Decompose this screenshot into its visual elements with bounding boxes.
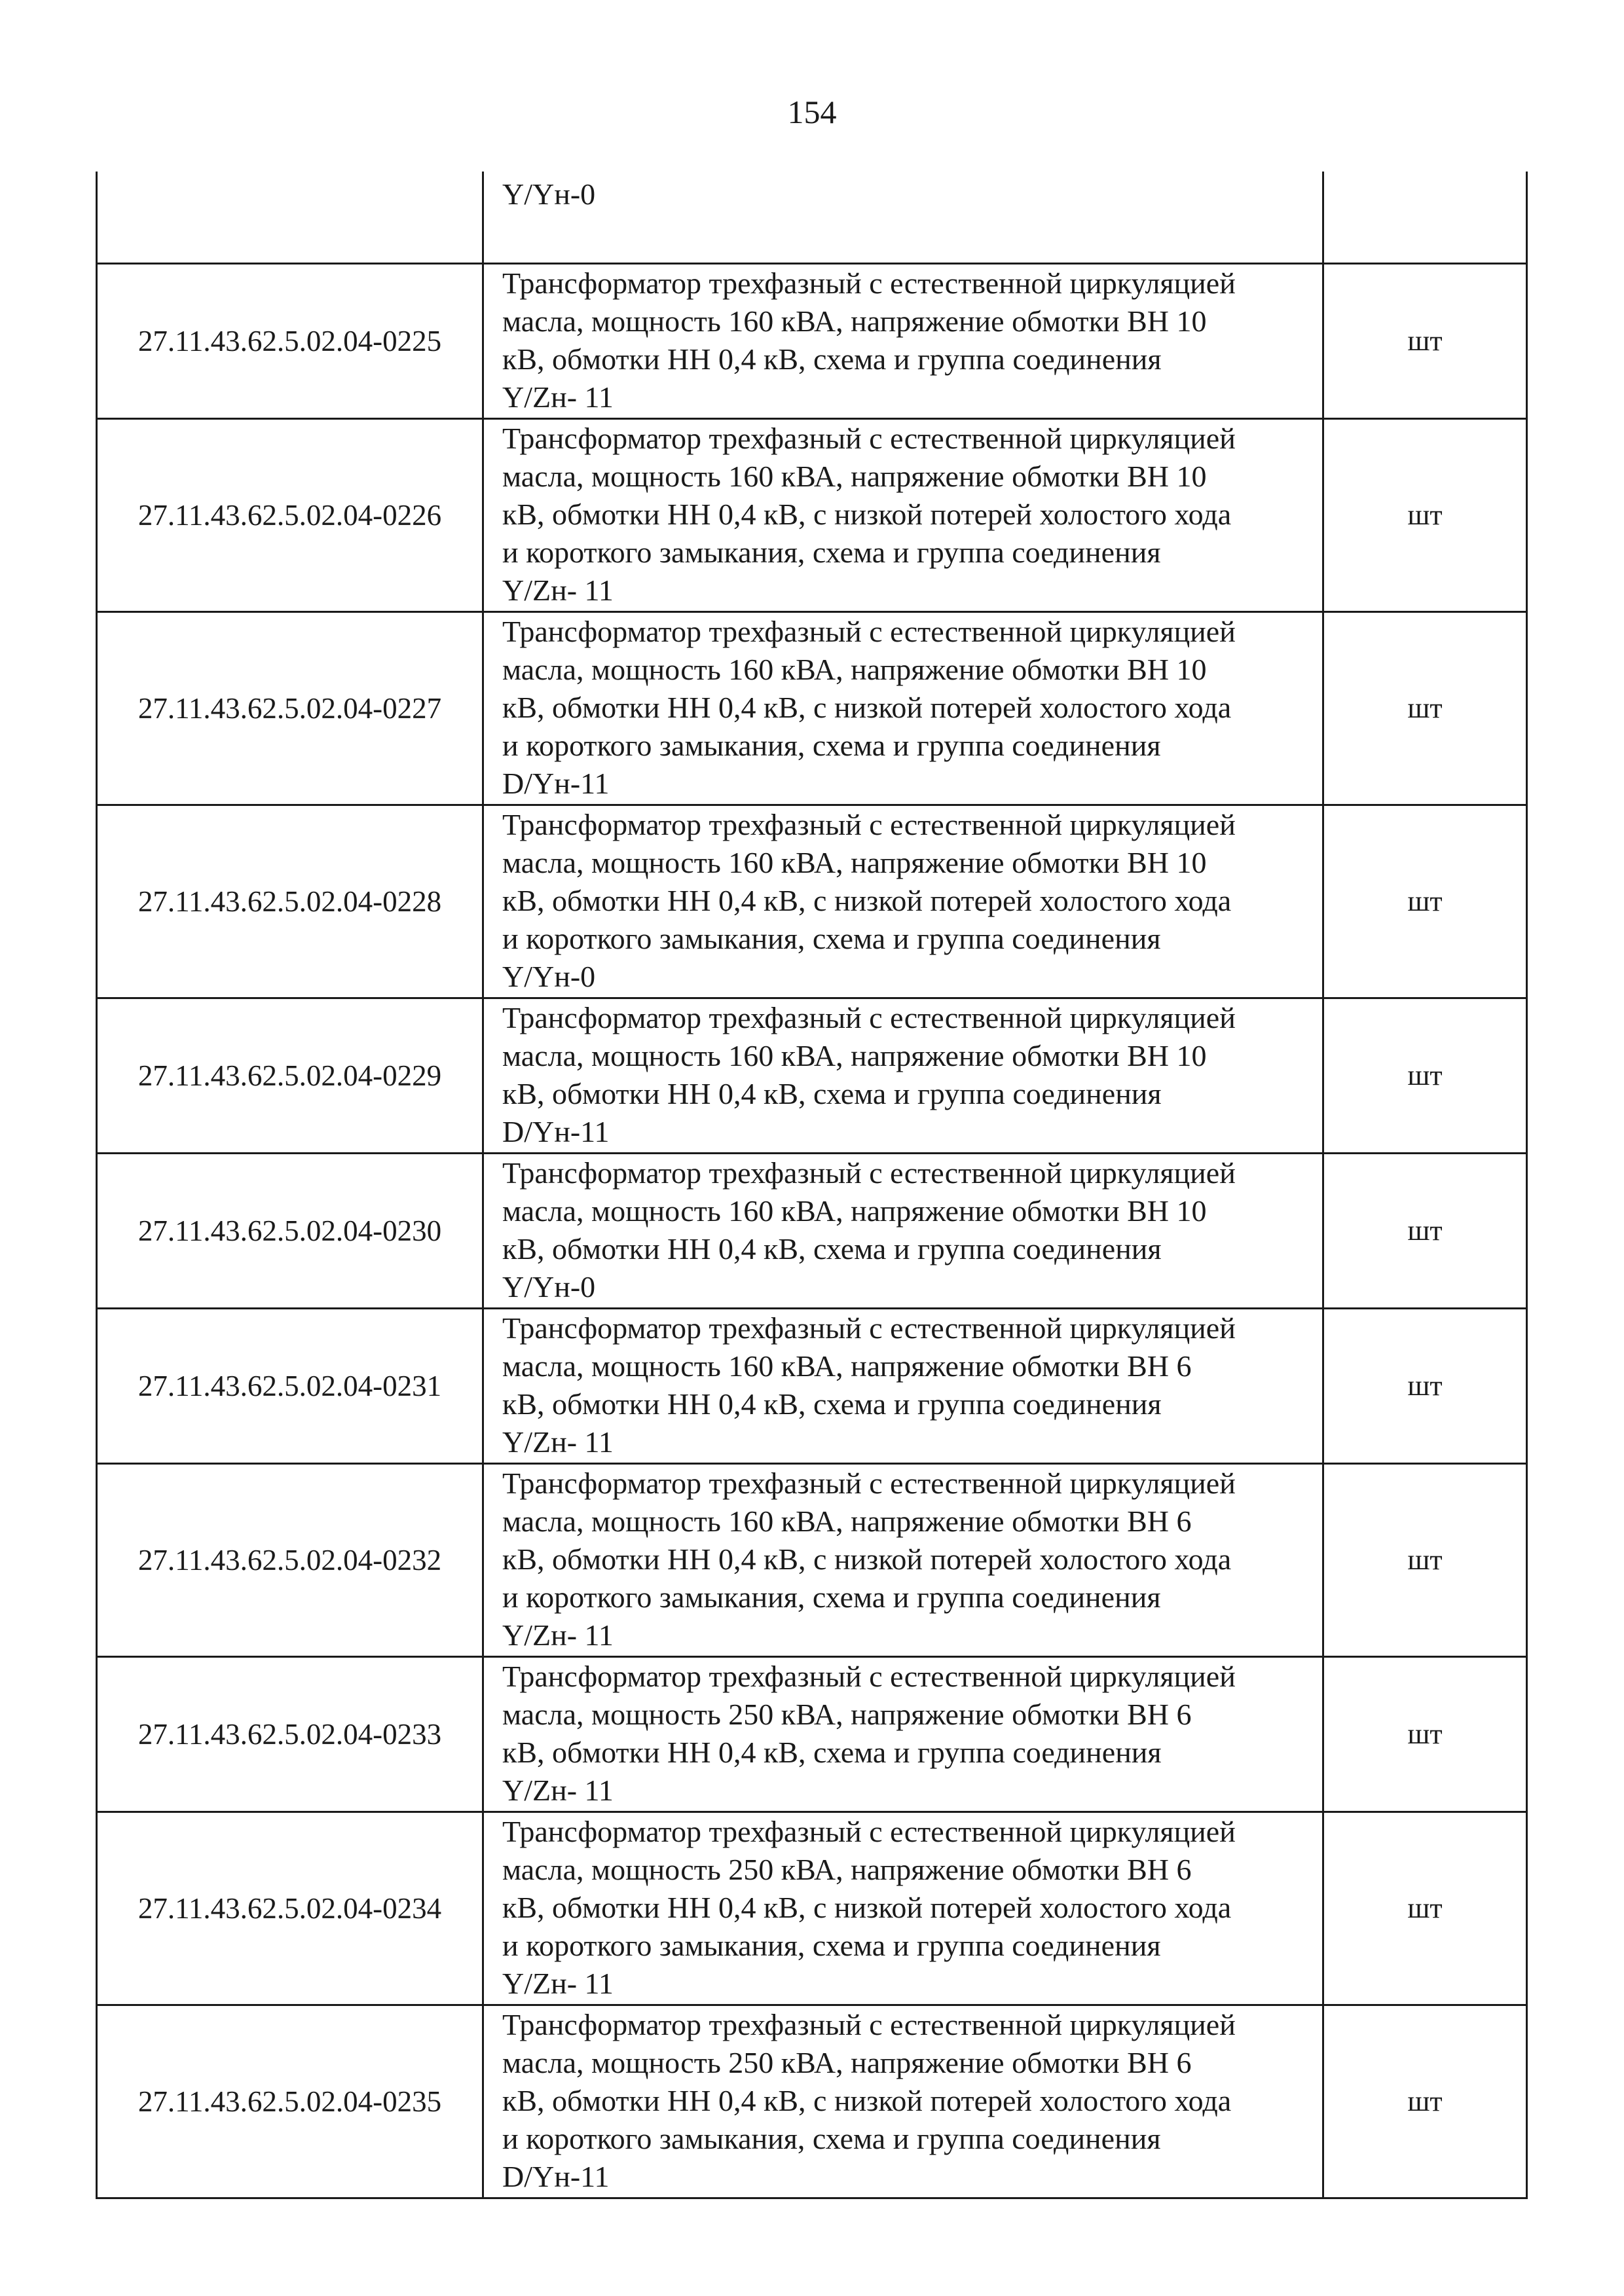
table-row <box>97 1308 1527 1463</box>
table-row <box>97 263 1527 418</box>
unit-of-measure: шт <box>1323 1463 1527 1656</box>
resource-code: 27.11.43.62.5.02.04-0235 <box>97 2005 483 2198</box>
unit-of-measure: шт <box>1323 1812 1527 2005</box>
resource-code: 27.11.43.62.5.02.04-0228 <box>97 805 483 998</box>
resource-code: 27.11.43.62.5.02.04-0227 <box>97 611 483 805</box>
resource-description: Трансформатор трехфазный с естественной циркуляцией масла, мощность 160 кВА, напряжение обмотки ВН 10 кВ, обмотки НН 0,4 кВ, с низкой потерей холостого хода и короткого замыкания, схема и группа соединения D/Yн-11 <box>483 611 1323 805</box>
table-row <box>97 1656 1527 1812</box>
resource-code: 27.11.43.62.5.02.04-0233 <box>97 1656 483 1812</box>
table-row <box>97 172 1527 263</box>
resource-description: Трансформатор трехфазный с естественной циркуляцией масла, мощность 250 кВА, напряжение обмотки ВН 6 кВ, обмотки НН 0,4 кВ, схема и группа соединения Y/Zн- 11 <box>483 1656 1323 1812</box>
table-row <box>97 611 1527 805</box>
resource-code: 27.11.43.62.5.02.04-0234 <box>97 1812 483 2005</box>
table-row <box>97 2005 1527 2198</box>
resource-description: Трансформатор трехфазный с естественной циркуляцией масла, мощность 250 кВА, напряжение обмотки ВН 6 кВ, обмотки НН 0,4 кВ, с низкой потерей холостого хода и короткого замыкания, схема и группа соединения Y/Zн- 11 <box>483 1812 1323 2005</box>
resource-code: 27.11.43.62.5.02.04-0230 <box>97 1153 483 1308</box>
resource-description: Трансформатор трехфазный с естественной циркуляцией масла, мощность 160 кВА, напряжение обмотки ВН 10 кВ, обмотки НН 0,4 кВ, схема и группа соединения Y/Zн- 11 <box>483 263 1323 418</box>
resource-description: Y/Yн-0 <box>483 172 1323 263</box>
unit-of-measure: шт <box>1323 805 1527 998</box>
unit-of-measure: шт <box>1323 1308 1527 1463</box>
unit-of-measure <box>1323 172 1527 263</box>
resource-description: Трансформатор трехфазный с естественной циркуляцией масла, мощность 160 кВА, напряжение обмотки ВН 10 кВ, обмотки НН 0,4 кВ, с низкой потерей холостого хода и короткого замыкания, схема и группа соединения Y/Zн- 11 <box>483 418 1323 611</box>
table-row <box>97 805 1527 998</box>
unit-of-measure: шт <box>1323 1153 1527 1308</box>
page-number: 154 <box>787 94 837 130</box>
unit-of-measure: шт <box>1323 998 1527 1153</box>
resource-description: Трансформатор трехфазный с естественной циркуляцией масла, мощность 160 кВА, напряжение обмотки ВН 6 кВ, обмотки НН 0,4 кВ, с низкой потерей холостого хода и короткого замыкания, схема и группа соединения Y/Zн- 11 <box>483 1463 1323 1656</box>
unit-of-measure: шт <box>1323 263 1527 418</box>
resource-code: 27.11.43.62.5.02.04-0225 <box>97 263 483 418</box>
resource-description: Трансформатор трехфазный с естественной циркуляцией масла, мощность 250 кВА, напряжение обмотки ВН 6 кВ, обмотки НН 0,4 кВ, с низкой потерей холостого хода и короткого замыкания, схема и группа соединения D/Yн-11 <box>483 2005 1323 2198</box>
unit-of-measure: шт <box>1323 418 1527 611</box>
table-row <box>97 998 1527 1153</box>
unit-of-measure: шт <box>1323 1656 1527 1812</box>
resource-code <box>97 172 483 263</box>
resource-description: Трансформатор трехфазный с естественной циркуляцией масла, мощность 160 кВА, напряжение обмотки ВН 6 кВ, обмотки НН 0,4 кВ, схема и группа соединения Y/Zн- 11 <box>483 1308 1323 1463</box>
resource-description: Трансформатор трехфазный с естественной циркуляцией масла, мощность 160 кВА, напряжение обмотки ВН 10 кВ, обмотки НН 0,4 кВ, схема и группа соединения Y/Yн-0 <box>483 1153 1323 1308</box>
resource-code: 27.11.43.62.5.02.04-0232 <box>97 1463 483 1656</box>
resource-code: 27.11.43.62.5.02.04-0229 <box>97 998 483 1153</box>
resource-code: 27.11.43.62.5.02.04-0231 <box>97 1308 483 1463</box>
resource-description: Трансформатор трехфазный с естественной циркуляцией масла, мощность 160 кВА, напряжение обмотки ВН 10 кВ, обмотки НН 0,4 кВ, схема и группа соединения D/Yн-11 <box>483 998 1323 1153</box>
resource-table <box>96 172 1528 2199</box>
table-row <box>97 418 1527 611</box>
table-row <box>97 1812 1527 2005</box>
unit-of-measure: шт <box>1323 2005 1527 2198</box>
unit-of-measure: шт <box>1323 611 1527 805</box>
table-row <box>97 1463 1527 1656</box>
table-row <box>97 1153 1527 1308</box>
resource-code: 27.11.43.62.5.02.04-0226 <box>97 418 483 611</box>
resource-description: Трансформатор трехфазный с естественной циркуляцией масла, мощность 160 кВА, напряжение обмотки ВН 10 кВ, обмотки НН 0,4 кВ, с низкой потерей холостого хода и короткого замыкания, схема и группа соединения Y/Yн-0 <box>483 805 1323 998</box>
